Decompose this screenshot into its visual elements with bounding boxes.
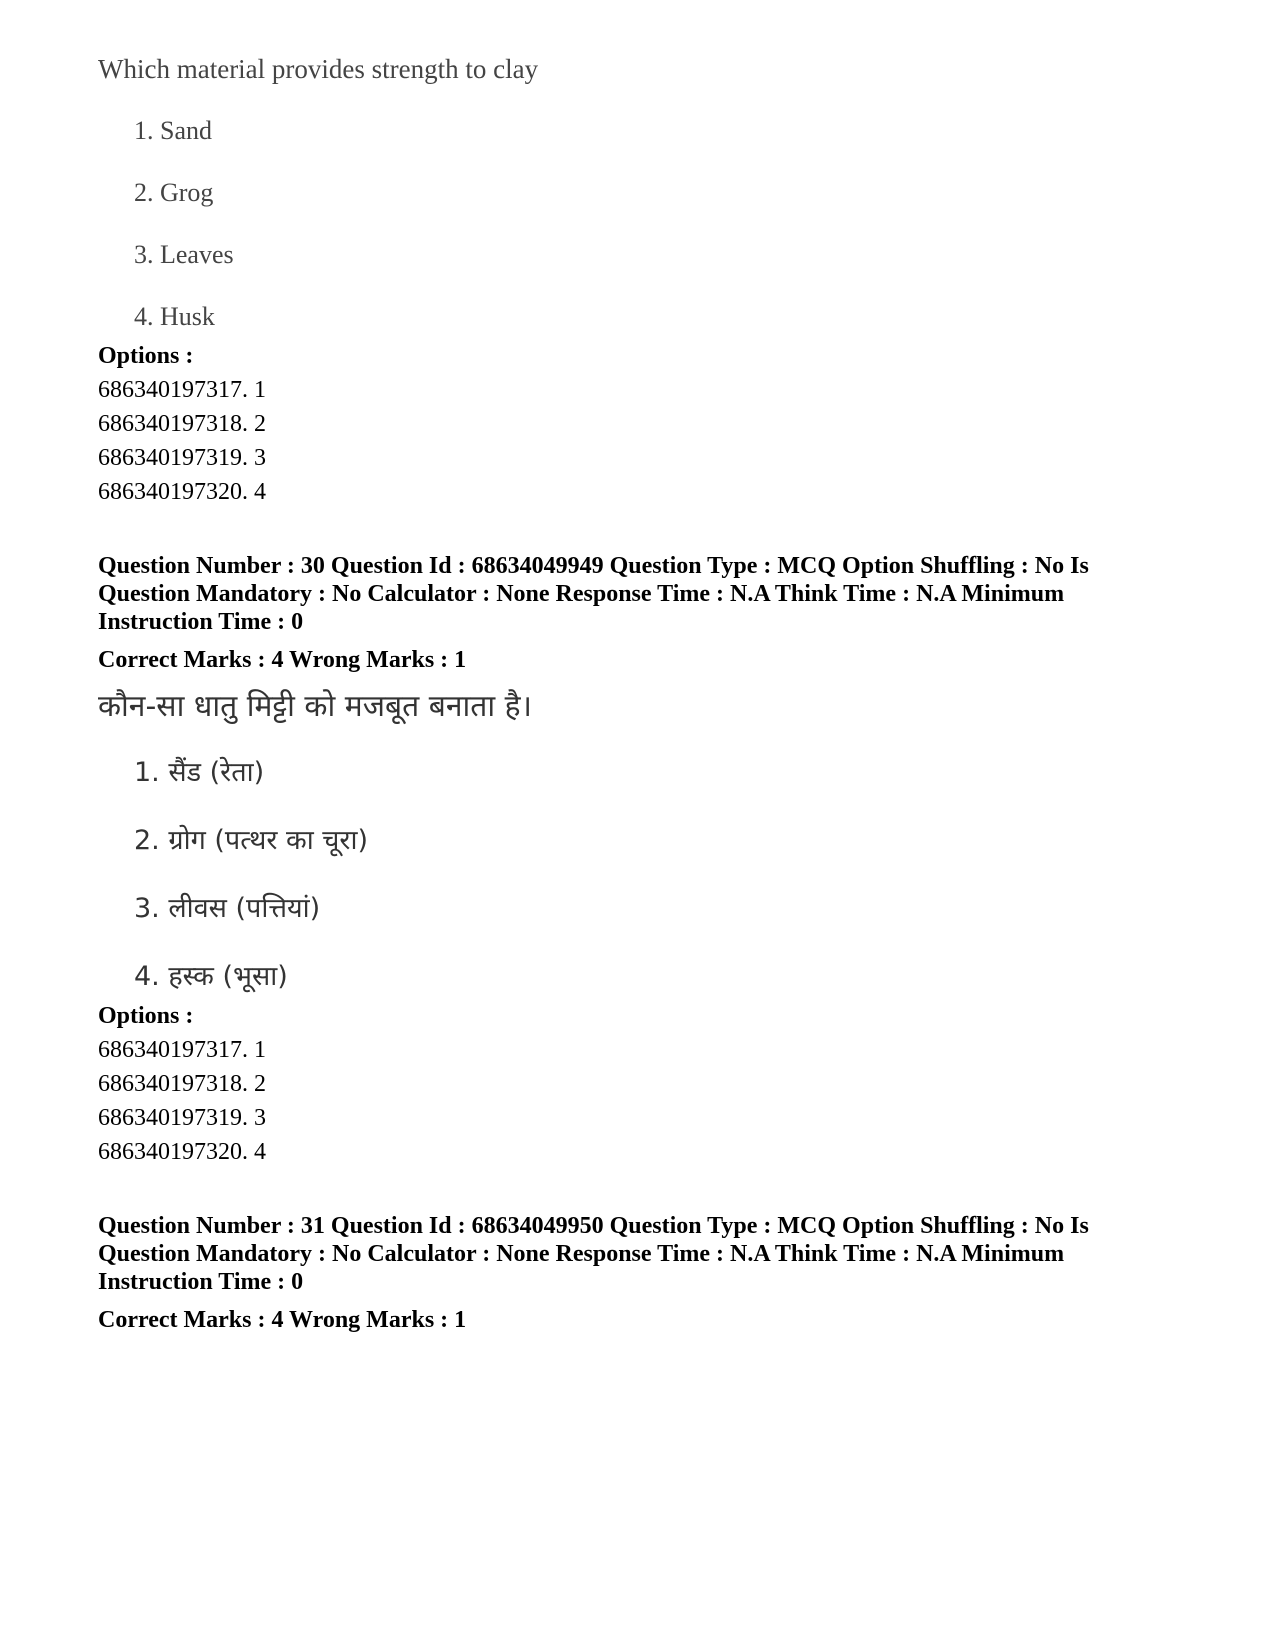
q30-option-2: 686340197318. 2 [98, 1071, 266, 1097]
q30-meta-line-1: Question Number : 30 Question Id : 68634049949 Question Type : MCQ Option Shuffling : No Is [98, 553, 1089, 579]
q29-option-3: 686340197319. 3 [98, 445, 266, 471]
q29-question-text: Which material provides strength to clay [98, 54, 539, 84]
q30-meta [98, 552, 1198, 636]
q30-question-text: कौन-सा धातु मिट्टी को मजबूत बनाता है। [98, 689, 532, 724]
q30-choice-1: 1. सैंड (रेता) [134, 757, 265, 788]
q30-option-1: 686340197317. 1 [98, 1037, 266, 1063]
q31-meta-line-3: Instruction Time : 0 [98, 1269, 304, 1295]
q30-meta-line-2: Question Mandatory : No Calculator : None Response Time : N.A Think Time : N.A Minimum [98, 581, 1065, 607]
q30-meta-line-3: Instruction Time : 0 [98, 609, 304, 635]
q29-choice-4: 4. Husk [134, 302, 215, 331]
q29-choice-3: 3. Leaves [134, 240, 234, 269]
q29-choice-1: 1. Sand [134, 116, 212, 145]
q31-marks: Correct Marks : 4 Wrong Marks : 1 [98, 1307, 467, 1333]
q29-choice-2: 2. Grog [134, 178, 214, 207]
q29-option-1: 686340197317. 1 [98, 377, 266, 403]
q31-meta-line-2: Question Mandatory : No Calculator : None Response Time : N.A Think Time : N.A Minimum [98, 1241, 1065, 1267]
q30-options-label: Options : [98, 1003, 194, 1029]
q29-option-2: 686340197318. 2 [98, 411, 266, 437]
q31-meta [98, 1212, 1198, 1296]
q30-marks: Correct Marks : 4 Wrong Marks : 1 [98, 647, 467, 673]
q30-option-3: 686340197319. 3 [98, 1105, 266, 1131]
q30-choice-3: 3. लीवस (पत्तियां) [134, 893, 321, 924]
q30-choice-2: 2. ग्रोग (पत्थर का चूरा) [134, 825, 369, 856]
q30-choice-4: 4. हस्क (भूसा) [134, 961, 288, 992]
q30-option-4: 686340197320. 4 [98, 1139, 266, 1165]
q29-options-label: Options : [98, 343, 194, 369]
q29-option-4: 686340197320. 4 [98, 479, 266, 505]
q31-meta-line-1: Question Number : 31 Question Id : 68634049950 Question Type : MCQ Option Shuffling : No Is [98, 1213, 1089, 1239]
